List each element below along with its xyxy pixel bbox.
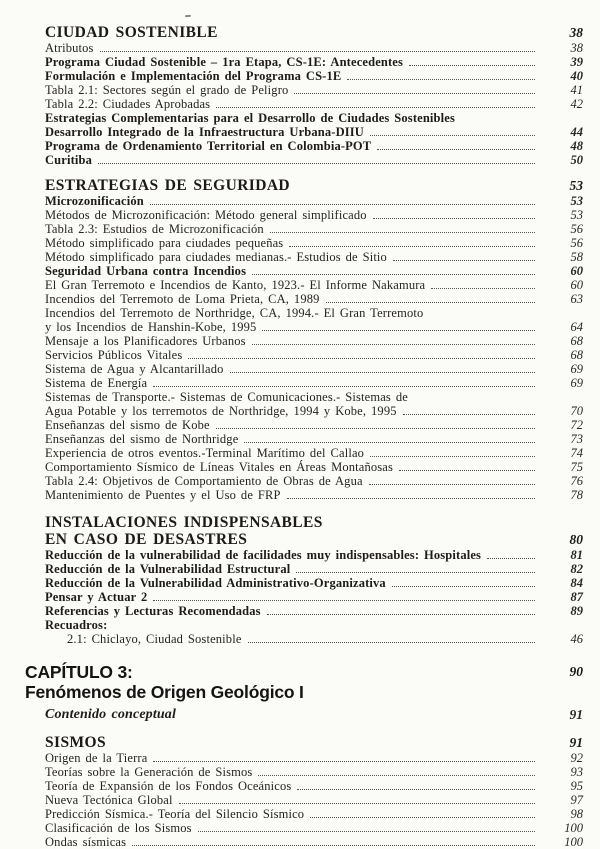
toc-entry [45,707,583,722]
toc-entry [45,765,583,779]
leader-space [133,662,549,682]
toc-entry-text: Tabla 2.2: Ciudades Aprobadas [45,97,211,111]
dot-leader [270,222,535,236]
toc-entry [45,292,583,306]
page-number: 82 [570,562,583,576]
dot-leader [294,83,535,97]
toc-entry-text: Sistemas de Transporte.- Sistemas de Comunicaciones.- Sistemas de [45,390,408,404]
dot-leader [409,55,535,69]
toc-entry [45,562,583,576]
page-number: 100 [564,821,583,835]
toc-blocks [25,24,583,849]
toc-entry [45,793,583,807]
section-heading [45,531,583,548]
toc-entry-text: Sistema de Agua y Alcantarillado [45,362,224,376]
dot-leader [258,765,535,779]
toc-entry-text: Origen de la Tierra [45,751,148,765]
page-number: 40 [570,69,583,83]
page-number: 60 [570,278,583,292]
toc-entry [45,418,583,432]
dot-leader [252,334,535,348]
section-heading-text: INSTALACIONES INDISPENSABLES [45,514,323,531]
dot-leader [252,264,535,278]
section-heading [45,734,583,751]
page-number: 91 [569,707,583,722]
page-number: 81 [570,548,583,562]
page-number: 91 [569,735,583,750]
toc-entry-text: Microzonificación [45,194,144,208]
page-number: 72 [570,418,583,432]
page-number: 76 [570,474,583,488]
dot-leader [150,194,535,208]
toc-entry-text: Programa Ciudad Sostenible – 1ra Etapa, CS-1E: Antecedentes [45,55,404,69]
toc-entry [45,590,583,604]
dot-leader [297,779,535,793]
dot-leader [370,125,535,139]
dot-leader [392,576,535,590]
chapter-heading [25,682,583,702]
page-number: 68 [570,334,583,348]
toc-entry [45,125,583,139]
dot-leader [326,292,535,306]
toc-entry-text: Predicción Sísmica.- Teoría del Silencio Sísmico [45,807,305,821]
toc-entry-text: Reducción de la Vulnerabilidad Administrativo-Organizativa [45,576,386,590]
toc-entry-text: Enseñanzas del sismo de Northridge [45,432,239,446]
dot-leader [132,835,535,849]
toc-entry-text: Teorías sobre la Generación de Sismos [45,765,253,779]
toc-entry [45,548,583,562]
leader-space [247,531,549,548]
toc-entry [45,111,583,125]
toc-entry [45,97,583,111]
toc-entry-text: Clasificación de los Sismos [45,821,192,835]
dot-leader [230,362,535,376]
dot-leader [244,432,535,446]
toc-entry-text: Experiencia de otros eventos.-Terminal Marítimo del Callao [45,446,365,460]
toc-entry [45,264,583,278]
toc-entry-text: Programa de Ordenamiento Territorial en Colombia-POT [45,139,372,153]
dot-leader [198,821,535,835]
toc-entry [45,306,583,320]
toc-entry-text: Métodos de Microzonificación: Método general simplificado [45,208,367,222]
chapter-title: Fenómenos de Origen Geológico I [25,682,304,702]
toc-entry-text: Seguridad Urbana contra Incendios [45,264,247,278]
page-number: 97 [570,793,583,807]
toc-entry [45,460,583,474]
toc-entry-text: 2.1: Chiclayo, Ciudad Sostenible [67,632,242,646]
page-number: 44 [570,125,583,139]
page-number: 100 [564,835,583,849]
toc-entry-text: Incendios del Terremoto de Loma Prieta, CA, 1989 [45,292,320,306]
toc-entry [45,222,583,236]
page-number: 68 [570,348,583,362]
dot-leader [153,376,535,390]
toc-entry-text: Reducción de la vulnerabilidad de facilidades muy indispensables: Hospitales [45,548,482,562]
section-heading-text: CIUDAD SOSTENIBLE [45,24,218,41]
dot-leader [399,460,535,474]
chapter-title: CAPÍTULO 3: [25,662,133,682]
toc-entry [45,376,583,390]
dot-leader [347,69,535,83]
dot-leader [370,446,535,460]
toc-entry-text: Mensaje a los Planificadores Urbanos [45,334,246,348]
section-heading-text: EN CASO DE DESASTRES [45,531,248,548]
page-number: 50 [570,153,583,167]
leader-space [218,24,549,41]
page-number: 48 [570,139,583,153]
toc-entry-text: Método simplificado para ciudades pequeñas [45,236,284,250]
page-number: 98 [570,807,583,821]
toc-entry [45,604,583,618]
page-number: 75 [570,460,583,474]
toc-entry-text: Mantenimiento de Puentes y el Uso de FRP [45,488,281,502]
toc-entry [45,576,583,590]
toc-entry-text: y los Incendios de Hanshin-Kobe, 1995 [45,320,257,334]
toc-entry-text: Pensar y Actuar 2 [45,590,148,604]
dot-leader [248,632,535,646]
dot-leader [153,751,535,765]
toc-entry [45,404,583,418]
toc-entry [45,821,583,835]
section-gap [45,502,583,514]
toc-entry-text: Teoría de Expansión de los Fondos Oceánicos [45,779,292,793]
page-number: 41 [570,83,583,97]
toc-entry [45,390,583,404]
leader-space [176,707,549,722]
toc-entry-text: El Gran Terremoto e Incendios de Kanto, 1923.- El Informe Nakamura [45,278,426,292]
toc-entry [45,362,583,376]
chapter-heading [25,662,583,682]
page-number: 53 [570,208,583,222]
dot-leader [373,208,535,222]
dot-leader [487,548,535,562]
dot-leader [262,320,535,334]
toc-entry-text: Formulación e Implementación del Programa CS-1E [45,69,342,83]
section-gap [45,722,583,734]
page-number: 87 [570,590,583,604]
toc-entry [45,194,583,208]
page-number: 69 [570,376,583,390]
toc-entry [45,632,583,646]
toc-entry [45,474,583,488]
toc-entry [45,488,583,502]
toc-entry [45,250,583,264]
dot-leader [267,604,535,618]
page-number: 58 [570,250,583,264]
toc-entry [45,348,583,362]
dot-leader [431,278,535,292]
dot-leader [310,807,535,821]
toc-entry [45,236,583,250]
dot-leader [216,418,535,432]
toc-entry [45,334,583,348]
dot-leader [153,590,535,604]
toc-entry-text: Nueva Tectónica Global [45,793,173,807]
toc-entry-text: Recuadros: [45,618,108,632]
toc-entry [45,320,583,334]
page-number: 69 [570,362,583,376]
toc-entry-text: Contenido conceptual [45,707,176,722]
leader-space [290,177,549,194]
page-number: 56 [570,222,583,236]
dot-leader [289,236,535,250]
section-heading-text: SISMOS [45,734,106,751]
page-number: 42 [570,97,583,111]
toc-entry [45,55,583,69]
page-number: 38 [569,25,583,40]
toc-entry [45,446,583,460]
page-number: 95 [570,779,583,793]
page-number: 56 [570,236,583,250]
dot-leader [216,97,535,111]
section-heading [45,514,583,531]
page-number: 73 [570,432,583,446]
dot-leader [393,250,535,264]
toc-entry [45,208,583,222]
dot-leader [296,562,535,576]
page-number: 39 [570,55,583,69]
section-heading [45,177,583,194]
toc-entry-text: Ondas sísmicas [45,835,127,849]
toc-entry-text: Estrategias Complementarias para el Desarrollo de Ciudades Sostenibles [45,111,455,125]
toc-entry [45,41,583,55]
toc-entry-text: Tabla 2.4: Objetivos de Comportamiento de Obras de Agua [45,474,363,488]
toc-entry-text: Curitiba [45,153,93,167]
toc-entry-text: Desarrollo Integrado de la Infraestructura Urbana-DIIU [45,125,364,139]
toc-entry [45,751,583,765]
toc-entry-text: Comportamiento Sísmico de Líneas Vitales en Áreas Montañosas [45,460,393,474]
page-number: 53 [569,178,583,193]
page-number: 64 [570,320,583,334]
toc-entry-text: Tabla 2.3: Estudios de Microzonificación [45,222,264,236]
toc-entry [45,835,583,849]
scan-speck [185,15,191,17]
page-number: 89 [570,604,583,618]
page-number: 92 [570,751,583,765]
page-number: 63 [570,292,583,306]
dot-leader [100,41,535,55]
page-number: 74 [570,446,583,460]
page-number: 38 [570,41,583,55]
toc-entry-text: Atributos [45,41,94,55]
toc-entry [45,83,583,97]
toc-entry-text: Servicios Públicos Vitales [45,348,183,362]
dot-leader [98,153,535,167]
toc-entry-text: Tabla 2.1: Sectores según el grado de Peligro [45,83,289,97]
dot-leader [377,139,535,153]
page-number: 90 [569,664,583,679]
page-number: 46 [570,632,583,646]
dot-leader [287,488,535,502]
page-number: 80 [569,532,583,547]
section-gap [45,167,583,177]
page-number: 70 [570,404,583,418]
section-heading [45,24,583,41]
toc-entry-text: Sistema de Energía [45,376,148,390]
toc-entry [45,69,583,83]
toc-entry [45,807,583,821]
toc-entry [45,618,583,632]
toc-entry [45,153,583,167]
dot-leader [369,474,535,488]
toc-entry [45,432,583,446]
toc-entry-text: Agua Potable y los terremotos de Northridge, 1994 y Kobe, 1995 [45,404,397,418]
dot-leader [179,793,535,807]
toc-entry [45,139,583,153]
dot-leader [188,348,535,362]
page-number: 53 [570,194,583,208]
page-number: 78 [570,488,583,502]
dot-leader [403,404,535,418]
page-number: 60 [570,264,583,278]
leader-space [106,734,549,751]
page-number: 84 [570,576,583,590]
page-number: 93 [570,765,583,779]
section-gap [45,646,583,662]
section-heading-text: ESTRATEGIAS DE SEGURIDAD [45,177,291,194]
toc-entry-text: Incendios del Terremoto de Northridge, CA, 1994.- El Gran Terremoto [45,306,424,320]
toc-entry [45,779,583,793]
toc-entry-text: Referencias y Lecturas Recomendadas [45,604,261,618]
toc-entry-text: Reducción de la Vulnerabilidad Estructural [45,562,291,576]
toc-entry-text: Enseñanzas del sismo de Kobe [45,418,210,432]
toc-entry-text: Método simplificado para ciudades medianas.- Estudios de Sitio [45,250,387,264]
toc-entry [45,278,583,292]
